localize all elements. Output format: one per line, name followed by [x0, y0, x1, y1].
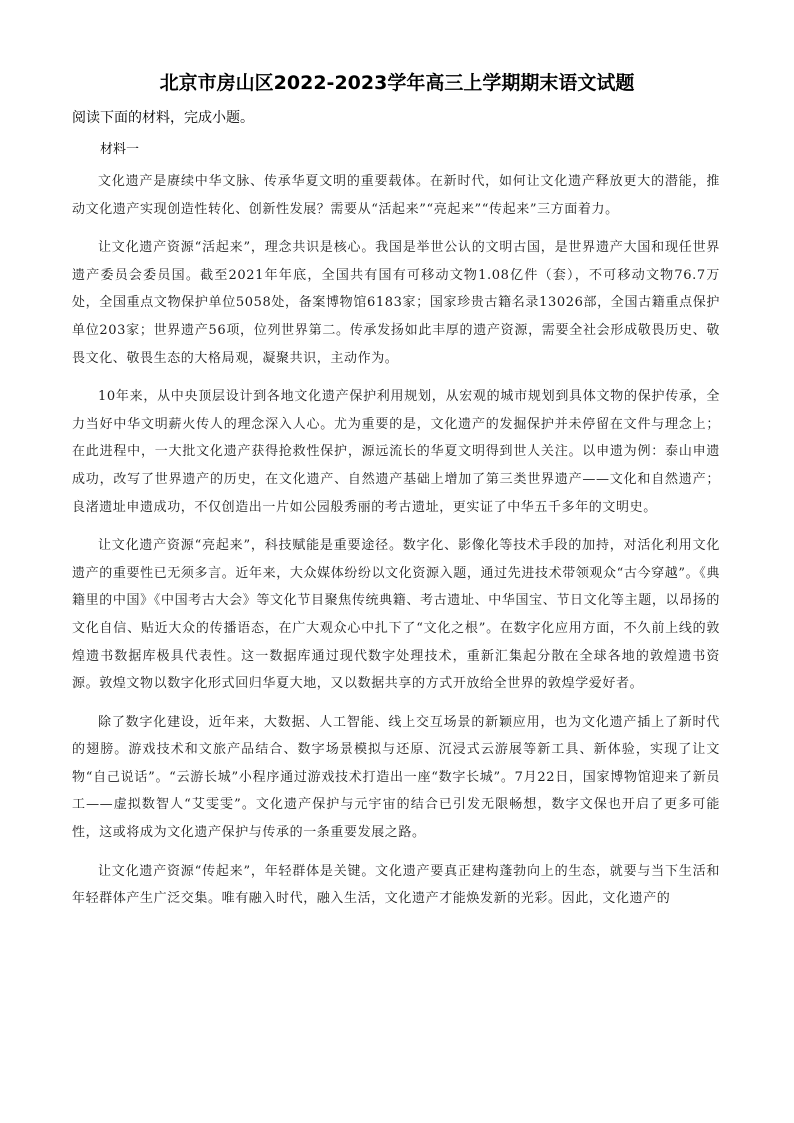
paragraph: 除了数字化建设，近年来，大数据、人工智能、线上交互场景的新颖应用，也为文化遗产插上了新时代的翅膀。游戏技术和文旅产品结合、数字场景模拟与还原、沉浸式云游展等新工具、新体验，实现了让文物“自己说话”。“云游长城”小程序通过游戏技术打造出一座“数字长城”。7月22日，国家博物馆迎来了新员工——虚拟数智人“艾雯雯”。文化遗产保护与元宇宙的结合已引发无限畅想，数字文保也开启了更多可能性，这或将成为文化遗产保护与传承的一条重要发展之路。 — [72, 714, 720, 841]
paragraph: 让文化遗产资源“传起来”，年轻群体是关键。文化遗产要真正建构蓬勃向上的生态，就要与当下生活和年轻群体产生广泛交集。唯有融入时代，融入生活，文化遗产才能焕发新的光彩。因此，文化遗产的 — [72, 863, 720, 907]
document-title: 北京市房山区2022-2023学年高三上学期期末语文试题 — [159, 72, 635, 94]
paragraph: 文化遗产是赓续中华文脉、传承华夏文明的重要载体。在新时代，如何让文化遗产释放更大的潜能，推动文化遗产实现创造性转化、创新性发展？需要从“活起来”“亮起来”“传起来”三方面着力。 — [72, 174, 720, 217]
paragraph: 10年来，从中央顶层设计到各地文化遗产保护利用规划，从宏观的城市规划到具体文物的保护传承，全力当好中华文明薪火传人的理念深入人心。尤为重要的是，文化遗产的发掘保护并未停留在文件与理念上；在此进程中，一大批文化遗产获得抢救性保护，源远流长的华夏文明得到世人关注。以申遗为例：泰山申遗成功，改写了世界遗产的历史，在文化遗产、自然遗产基础上增加了第三类世界遗产——文化和自然遗产；良渚遗址申遗成功，不仅创造出一片如公园般秀丽的考古遗址，更实证了中华五千多年的文明史。 — [72, 389, 720, 515]
paragraph: 让文化遗产资源“活起来”，理念共识是核心。我国是举世公认的文明古国，是世界遗产大国和现任世界遗产委员会委员国。截至2021年年底，全国共有国有可移动文物1.08亿件（套），不可移动文物76.7万处，全国重点文物保护单位5058处，备案博物馆6183家；国家珍贵古籍名录13026部，全国古籍重点保护单位203家；世界遗产56项，位列世界第二。传承发扬如此丰厚的遗产资源，需要全社会形成敬畏历史、敬畏文化、敬畏生态的大格局观，凝聚共识，主动作为。 — [72, 240, 720, 366]
material-body — [72, 168, 720, 924]
reading-instruction: 阅读下面的材料，完成小题。 — [72, 110, 254, 126]
paragraph: 让文化遗产资源“亮起来”，科技赋能是重要途径。数字化、影像化等技术手段的加持，对活化利用文化遗产的重要性已无须多言。近年来，大众媒体纷纷以文化资源入题，通过先进技术带领观众“古今穿越”。《典籍里的中国》《中国考古大会》等文化节目聚焦传统典籍、考古遗址、中华国宝、节日文化等主题，以昂扬的文化自信、贴近大众的传播语态，在广大观众心中扎下了“文化之根”。在数字化应用方面，不久前上线的敦煌遗书数据库极具代表性。这一数据库通过现代数字处理技术，重新汇集起分散在全球各地的敦煌遗书资源。敦煌文物以数字化形式回归华夏大地，又以数据共享的方式开放给全世界的敦煌学爱好者。 — [72, 538, 720, 692]
material-label: 材料一 — [100, 142, 140, 157]
